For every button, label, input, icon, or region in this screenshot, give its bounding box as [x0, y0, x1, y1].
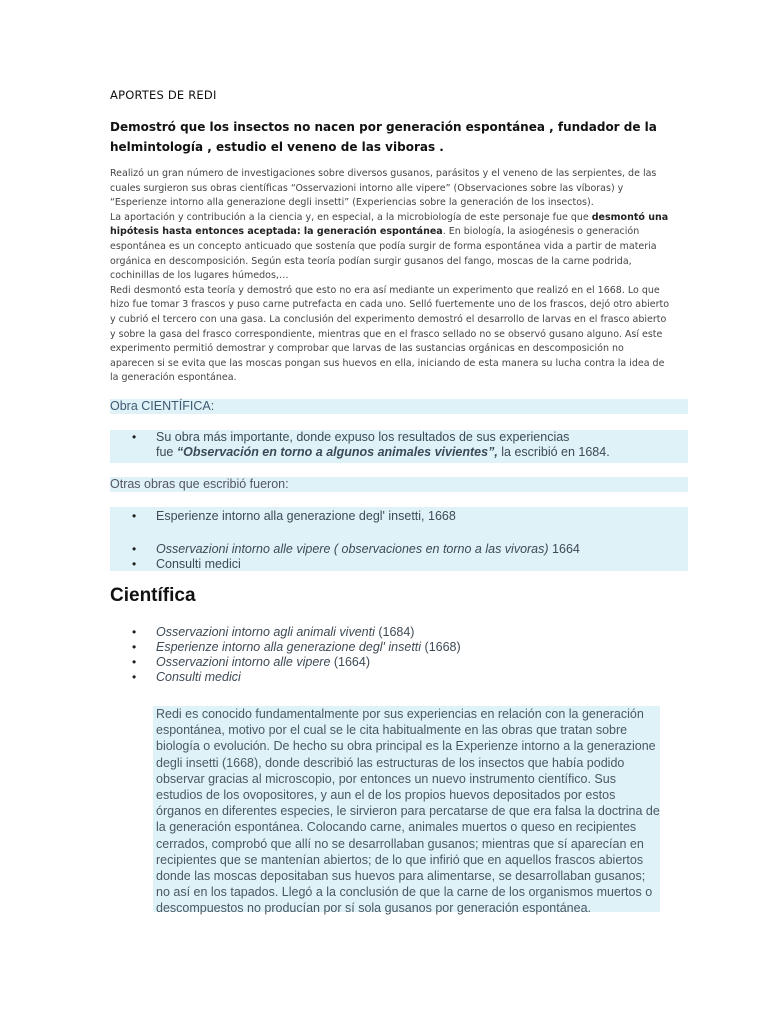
otras-obras-heading: Otras obras que escribió fueron: — [110, 477, 688, 492]
list-item-otras-1: • Esperienze intorno alla generazione degl' insetti, 1668 — [110, 509, 688, 524]
cientifica-list — [110, 625, 670, 685]
obra-item-prefix: fue — [156, 445, 177, 459]
cientifica-item-year: (1664) — [330, 655, 370, 669]
list-item-obra-principal — [110, 430, 688, 460]
cientifica-item-title: Consulti medici — [156, 670, 241, 684]
list-item-cientifica-4 — [110, 670, 670, 685]
otras-obras-box — [110, 507, 688, 571]
paragraph-contribution-start: La aportación y contribución a la ciencia y, en especial, a la microbiología de este personaje fue que — [110, 211, 592, 223]
obra-item-line1: Su obra más importante, donde expuso los resultados de sus experiencias — [156, 430, 570, 444]
obra-item-suffix: la escribió en 1684. — [497, 445, 610, 459]
list-item-cientifica-2 — [110, 640, 670, 655]
obra-cientifica-box — [110, 430, 688, 463]
otras-item-2-title: Osservazioni intorno alle vipere ( observaciones en torno a las vivoras) — [156, 542, 549, 556]
paragraph-experiment: Redi desmontó esta teoría y demostró que esto no era así mediante un experimento que realizó en el 1668. Lo que hizo fue tomar 3 frascos y puso carne putrefacta en cada uno. Selló fuertemente uno de los frascos, dejó otro abierto y cubrió el tercero con una gasa. La conclusión del experimento demostró el desarrollo de larvas en el frasco abierto y sobre la gasa del frasco correspondiente, mientras que en el frasco sellado no se observó gusano alguno. Así este experimento permitió demostrar y comprobar que larvas de las sustancias orgánicas en descomposición no aparecen si se evita que las moscas pongan sus huevos en ella, iniciando de esta manera su lucha contra la idea de la generación espontánea. — [110, 284, 670, 384]
list-item-otras-2 — [110, 542, 688, 557]
intro-statement: Demostró que los insectos no nacen por generación espontánea , fundador de la helmintología , estudio el veneno de las viboras . — [110, 120, 657, 154]
cientifica-item-title: Osservazioni intorno agli animali viventi — [156, 625, 375, 639]
paragraph-contribution — [110, 211, 670, 284]
cientifica-item-year: (1684) — [374, 625, 415, 639]
document-heading: APORTES DE REDI — [110, 88, 217, 102]
paragraph-contribution-bold: desmontó una hipótesis hasta entonces aceptada: la generación espontánea — [110, 211, 669, 238]
paragraph-contribution-end: . En biología, la asiogénesis o generación espontánea es un concepto anticuado que sostenía que podía surgir de forma espontánea vida a partir de materia orgánica en descomposición. Según esta teoría podían surgir gusanos del fango, moscas de la carne podrida, cochinillas de los lugares húmedos,… — [110, 226, 657, 282]
body-paragraphs — [110, 167, 670, 386]
redi-summary-paragraph: Redi es conocido fundamentalmente por sus experiencias en relación con la generación espontánea, motivo por el cual se le cita habitualmente en las obras que tratan sobre biología o evolución. De hecho su obra principal es la Experienze intorno a la generazione degli insetti (1668), donde describió las estructuras de los insectos que había podido observar gracias al microscopio, por entonces un nuevo instrumento científico. Sus estudios de los ovopositores, y aun el de los propios huevos depositados por estos órganos en diferentes especies, le sirvieron para percatarse de que era falsa la doctrina de la generación espontánea. Colocando carne, animales muertos o queso en recipientes cerrados, comprobó que allí no se desarrollaban gusanos; mientras que sí aparecían en recipientes que se mantenían abiertos; de lo que infirió que en aquellos frascos abiertos donde las moscas depositaban sus huevos para alimentarse, se desarrollaban gusanos; no así en los tapados. Llegó a la conclusión de que la carne de los organismos muertos o descompuestos no producían por sí sola gusanos por generación espontánea. — [153, 706, 660, 912]
cientifica-item-title: Esperienze intorno alla generazione degl' insetti — [156, 640, 422, 654]
list-item-otras-3: • Consulti medici — [110, 557, 688, 572]
obra-item-title: “Observación en torno a algunos animales vivientes”, — [176, 445, 498, 459]
obra-cientifica-heading: Obra CIENTÍFICA: — [110, 399, 688, 414]
list-item-cientifica-3 — [110, 655, 670, 670]
list-item-cientifica-1 — [110, 625, 670, 640]
cientifica-heading: Científica — [110, 585, 196, 606]
cientifica-item-title: Osservazioni intorno alle vipere — [156, 655, 331, 669]
cientifica-item-year: (1668) — [421, 640, 461, 654]
otras-item-2-year: 1664 — [548, 542, 580, 556]
paragraph-investigations: Realizó un gran número de investigaciones sobre diversos gusanos, parásitos y el veneno de las serpientes, de las cuales surgieron sus obras científicas “Osservazioni intorno alle vipere” (Observaciones sobre las víboras) y “Esperienze intorno alla generazione degli insetti” (Experiencias sobre la generación de los insectos). — [110, 168, 657, 209]
